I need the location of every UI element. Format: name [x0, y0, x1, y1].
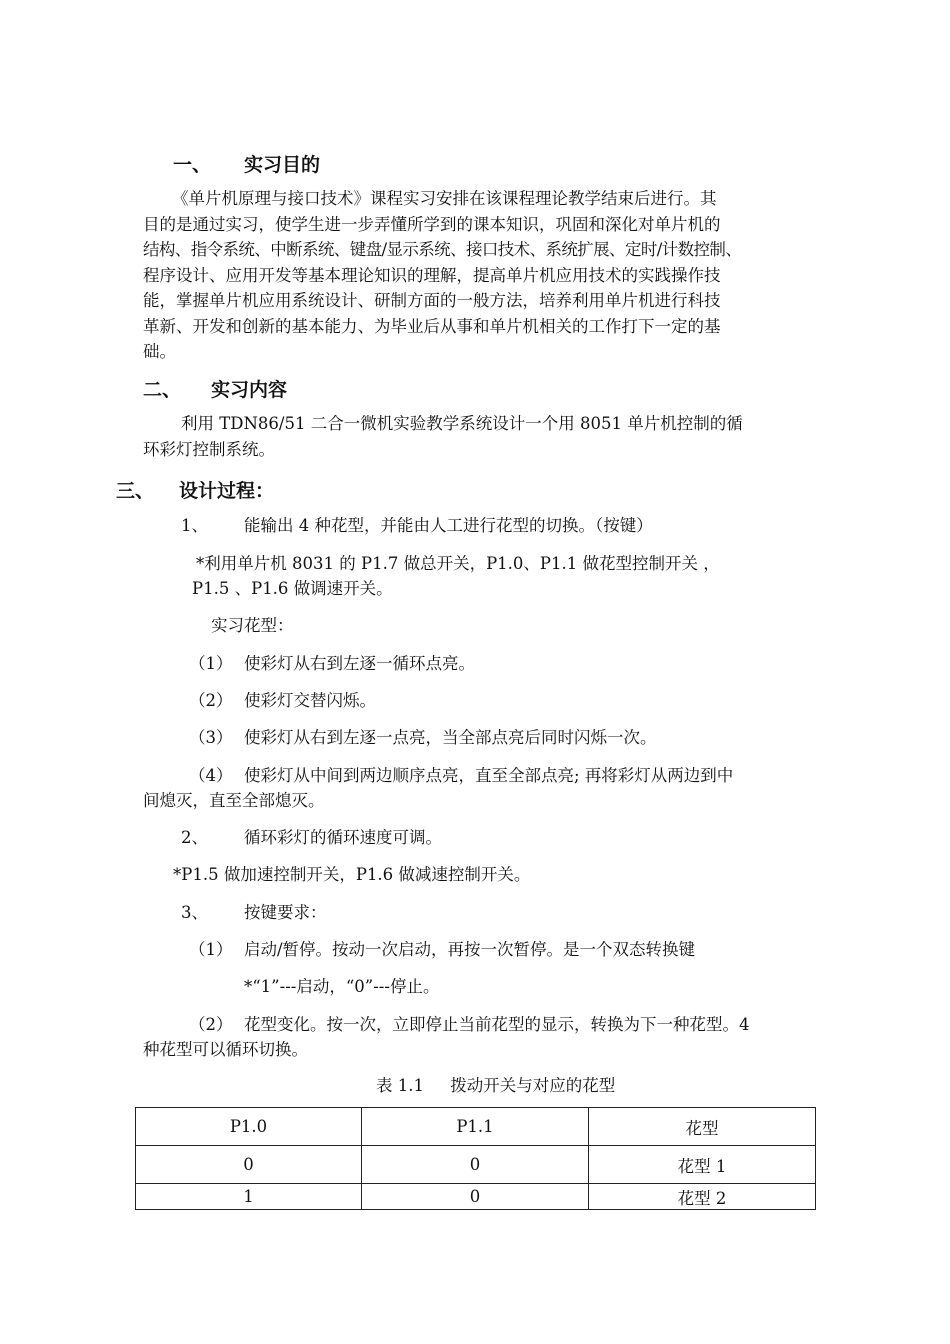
pattern-2-text: 使彩灯交替闪烁。 — [244, 691, 376, 710]
pattern-2-number: （2） — [189, 691, 233, 710]
pattern-3-text: 使彩灯从右到左逐一点亮，当全部点亮后同时闪烁一次。 — [244, 728, 657, 747]
key-2-text: 花型变化。按一次，立即停止当前花型的显示，转换为下一种花型。4 — [244, 1015, 750, 1034]
paragraph-line: 环彩灯控制系统。 — [143, 439, 275, 459]
patterns-label: 实习花型： — [211, 616, 294, 635]
note-2: *P1.5 做加速控制开关，P1.6 做减速控制开关。 — [173, 865, 531, 884]
pattern-1-text: 使彩灯从右到左逐一循环点亮。 — [244, 654, 475, 673]
key-2-text-continued: 种花型可以循环切换。 — [143, 1040, 308, 1059]
key-2-number: （2） — [189, 1015, 233, 1034]
section-3-number: 三、 — [116, 480, 155, 502]
section-2-title: 实习内容 — [211, 379, 288, 401]
paragraph-line: 础。 — [143, 342, 176, 361]
table-caption: 表 1.1 拨动开关与对应的花型 — [376, 1076, 616, 1095]
item-3-text: 按键要求： — [244, 903, 327, 922]
paragraph-line: 利用 TDN86/51 二合一微机实验教学系统设计一个用 8051 单片机控制的循 — [181, 414, 743, 433]
table-cell: 1 — [136, 1184, 362, 1210]
key-1-text: 启动/暂停。按动一次启动，再按一次暂停。是一个双态转换键 — [244, 940, 696, 959]
item-1-number: 1、 — [181, 516, 208, 535]
table-cell: 0 — [136, 1146, 362, 1184]
table-cell: 花型 1 — [589, 1146, 816, 1184]
section-2-paragraph — [143, 411, 811, 462]
table-row — [136, 1184, 816, 1210]
table-header-row — [136, 1108, 816, 1146]
table-cell: 花型 2 — [589, 1184, 816, 1210]
pattern-3-number: （3） — [189, 728, 233, 747]
paragraph-line: 《单片机原理与接口技术》课程实习安排在该课程理论教学结束后进行。其 — [172, 189, 717, 208]
paragraph-line: 目的是通过实习，使学生进一步弄懂所学到的课本知识，巩固和深化对单片机的 — [143, 214, 721, 234]
key-1-number: （1） — [189, 940, 233, 959]
item-2-text: 循环彩灯的循环速度可调。 — [244, 828, 442, 847]
section-3-title: 设计过程： — [179, 480, 275, 502]
paragraph-line: 程序设计、应用开发等基本理论知识的理解，提高单片机应用技术的实践操作技 — [143, 265, 721, 285]
paragraph-line: 能，掌握单片机应用系统设计、研制方面的一般方法，培养利用单片机进行科技 — [143, 291, 721, 310]
pattern-4-text: 使彩灯从中间到两边顺序点亮，直至全部点亮; 再将彩灯从两边到中 — [244, 766, 734, 785]
section-1-title: 实习目的 — [244, 154, 321, 176]
section-1-paragraph — [143, 186, 811, 365]
pattern-4-number: （4） — [189, 766, 233, 785]
table-cell: 0 — [362, 1146, 589, 1184]
table-cell: 0 — [362, 1184, 589, 1210]
key-1-note: *“1”---启动，“0”---停止。 — [244, 977, 440, 996]
note-1-line-1: *利用单片机 8031 的 P1.7 做总开关，P1.0、P1.1 做花型控制开关 ， — [196, 554, 720, 573]
item-3-number: 3、 — [181, 903, 208, 922]
section-2-number: 二、 — [143, 379, 182, 401]
switch-pattern-table — [135, 1107, 816, 1210]
paragraph-line: 结构、指令系统、中断系统、键盘/显示系统、接口技术、系统扩展、定时/计数控制、 — [143, 240, 742, 259]
table-row — [136, 1146, 816, 1184]
table-header-cell: 花型 — [589, 1108, 816, 1146]
table-header-cell: P1.1 — [362, 1108, 589, 1146]
pattern-4-text-continued: 间熄灭，直至全部熄灭。 — [143, 791, 325, 810]
paragraph-line: 革新、开发和创新的基本能力、为毕业后从事和单片机相关的工作打下一定的基 — [143, 316, 721, 336]
table-header-cell: P1.0 — [136, 1108, 362, 1146]
note-1-line-2: P1.5 、P1.6 做调速开关。 — [192, 579, 393, 598]
item-1-text: 能输出 4 种花型，并能由人工进行花型的切换。（按键） — [244, 516, 653, 535]
section-1-number: 一、 — [173, 154, 212, 176]
item-2-number: 2、 — [181, 828, 208, 847]
pattern-1-number: （1） — [189, 654, 233, 673]
